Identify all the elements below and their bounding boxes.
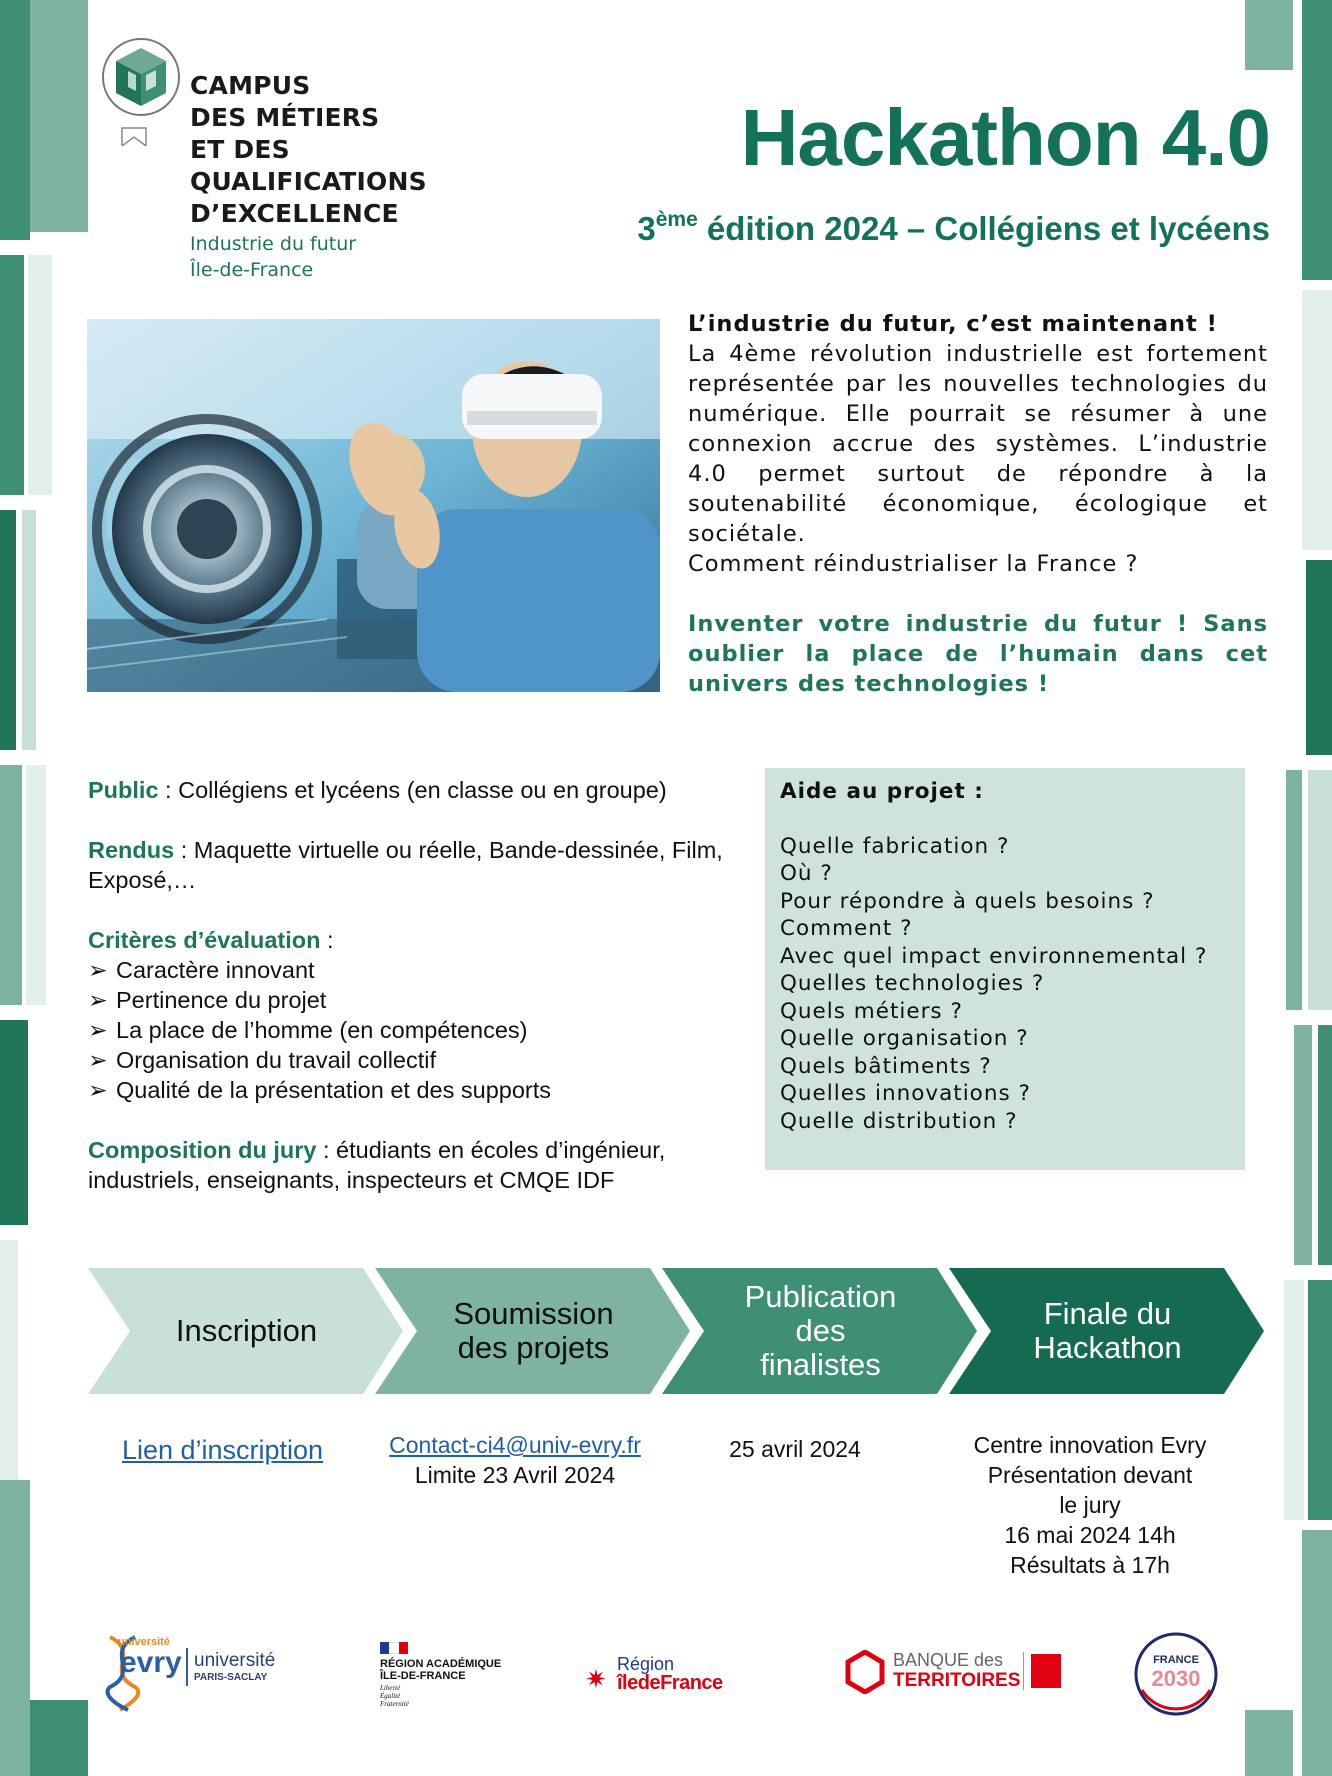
step-line: Hackathon [1033,1330,1182,1365]
arrow-bullet-icon: ➢ [88,957,108,983]
saclay-text-1: université [194,1650,276,1671]
logo-sub-line: Industrie du futur [190,233,357,255]
intro-body: La 4ème révolution industrielle est fortement représentée par les nouvelles technologies du numérique. Elle pourrait se résumer à une connexion accrue des systèmes. L’industrie 4.0 permet surtout de répondre à la soutenabilité économique, écologique et sociétale. [688,341,1268,547]
arrow-bullet-icon: ➢ [88,1017,108,1043]
public-block [88,775,728,805]
arrow-bullet-icon: ➢ [88,987,108,1013]
step-label [417,1268,650,1394]
french-flag-icon [380,1642,408,1654]
finale-line: Résultats à 17h [1010,1552,1170,1578]
subtitle-number: 3 [637,210,656,247]
subtitle-text: édition 2024 – Collégiens et lycéens [697,210,1270,247]
page-subtitle [637,208,1270,248]
step-chevron-finale [949,1268,1264,1394]
list-item-text: Caractère innovant [116,957,315,983]
step-line: Finale du [1043,1296,1172,1331]
rendus-block [88,835,728,895]
arrow-bullet-icon: ➢ [88,1047,108,1073]
step-line: Inscription [175,1313,318,1348]
criteres-block [88,925,728,1105]
public-text: : Collégiens et lycéens (en classe ou en groupe) [158,777,667,803]
france-2030-logo [1132,1630,1220,1718]
caisse-depots-icon [1031,1654,1061,1688]
arrow-bullet-icon: ➢ [88,1077,108,1103]
step-chevron-inscription [88,1268,403,1394]
motto-line: Fraternité [380,1700,409,1708]
motto-line: Liberté [380,1684,401,1692]
universite-evry-paris-saclay-logo [100,1632,290,1712]
submission-deadline: Limite 23 Avril 2024 [414,1462,616,1488]
logo-sub-line: Île-de-France [190,259,314,281]
step-chevron-publication [662,1268,977,1394]
step-chevron-soumission [375,1268,690,1394]
help-question: Comment ? [780,916,913,941]
intro-heading: L’industrie du futur, c’est maintenant ! [688,311,1218,337]
criteres-label: Critères d’évaluation [88,927,321,953]
france-2030-text-1: FRANCE [1153,1654,1199,1666]
help-question: Avec quel impact environnemental ? [780,943,1208,969]
list-item-text: Qualité de la présentation et des supports [116,1077,552,1103]
logo-line: QUALIFICATIONS [190,167,427,196]
banque-text-2: TERRITOIRES [893,1670,1021,1691]
step-line: des projets [457,1330,610,1365]
list-item [88,1045,728,1075]
saclay-text-2: PARIS-SACLAY [194,1672,268,1683]
vr-engineer-photo [87,319,660,692]
list-item [88,985,728,1015]
list-item-text: Organisation du travail collectif [116,1047,437,1073]
help-question: Quelle organisation ? [780,1026,1029,1051]
intro-call-to-action: Inventer votre industrie du futur ! Sans oublier la place de l’humain dans cet univers des technologies ! [688,611,1268,697]
step-line: Soumission [453,1296,614,1331]
help-question: Pour répondre à quels besoins ? [780,888,1155,914]
evry-small-text: université [118,1636,170,1648]
logo-line: ET DES [190,135,290,164]
step-line: finalistes [760,1347,881,1382]
logo-line: DES MÉTIERS [190,103,380,132]
hexagon-icon [845,1650,885,1694]
jury-text: : étudiants en écoles d’ingénieur, industriels, enseignants, inspecteurs et CMQE IDF [88,1137,666,1193]
step-line: Publication [744,1279,897,1314]
rendus-label: Rendus [88,837,175,863]
finale-line: Présentation devant [987,1462,1193,1488]
list-item-text: La place de l’homme (en compétences) [116,1017,528,1043]
help-question: Quelle fabrication ? [780,833,1010,859]
evry-text: evry [120,1646,182,1679]
finale-line: 16 mai 2024 14h [1004,1522,1176,1548]
help-question: Quelle distribution ? [780,1108,1018,1134]
project-help-box [765,768,1245,1170]
region-ile-de-france-logo [585,1652,745,1702]
step-label [130,1268,363,1394]
rendus-text: : Maquette virtuelle ou réelle, Bande-dessinée, Film, Exposé,… [88,837,723,893]
registration-link[interactable]: Lien d’inscription [121,1435,324,1465]
intro-section [688,309,1268,699]
region-academique-logo [380,1642,520,1722]
region-acad-text-2: ÎLE-DE-FRANCE [380,1670,466,1682]
region-acad-text-1: RÉGION ACADÉMIQUE [380,1658,502,1670]
public-label: Public [88,777,159,803]
logo-line: CAMPUS [190,71,311,100]
star-icon: ✷ [585,1664,607,1694]
motto-line: Égalité [380,1692,401,1700]
region-text-1: Région [617,1654,675,1674]
intro-question: Comment réindustrialiser la France ? [688,551,1139,577]
help-question: Quelles innovations ? [780,1081,1031,1106]
subtitle-superscript: ème [655,208,698,231]
logo-line: D’EXCELLENCE [190,199,399,228]
jury-label: Composition du jury [88,1137,317,1163]
finale-details [940,1430,1240,1580]
jury-block [88,1135,728,1195]
region-text-2: îledeFrance [617,1672,723,1694]
campus-logo-subtitle [190,231,356,283]
step-label [704,1268,937,1394]
list-item [88,1075,728,1105]
list-item [88,955,728,985]
help-question: Où ? [780,861,833,886]
finale-line: le jury [1059,1492,1121,1518]
help-question: Quelles technologies ? [780,971,1045,996]
page-title: Hackathon 4.0 [740,93,1270,182]
help-question: Quels métiers ? [780,998,963,1024]
criteres-separator: : [320,927,334,953]
help-question: Quels bâtiments ? [780,1053,992,1079]
submission-details [365,1430,665,1490]
step-line: des [795,1313,846,1348]
help-title: Aide au projet : [780,779,984,804]
france-2030-text-2: 2030 [1151,1666,1201,1691]
campus-logo-icon [100,36,182,146]
list-item-text: Pertinence du projet [116,987,327,1013]
publication-date: 25 avril 2024 [729,1436,861,1462]
finale-line: Centre innovation Evry [973,1432,1207,1458]
banque-des-territoires-logo [845,1648,1065,1698]
contact-email-link[interactable]: Contact-ci4@univ-evry.fr [389,1432,641,1458]
info-section [88,775,728,1225]
list-item [88,1015,728,1045]
step-label [991,1268,1224,1394]
motto [380,1684,409,1708]
banque-text-1: BANQUE des [893,1650,1004,1670]
criteres-list [88,955,728,1105]
campus-logo-text [190,70,427,230]
